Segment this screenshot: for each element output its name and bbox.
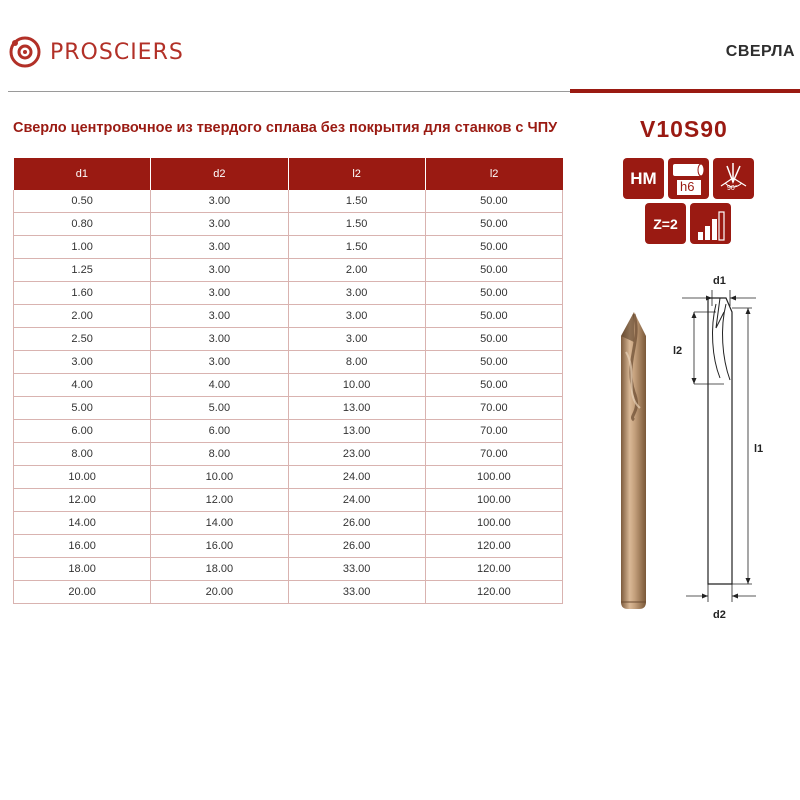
- shank-tolerance-badge: [668, 158, 709, 199]
- table-cell: 12.00: [14, 489, 151, 512]
- table-row: [14, 466, 563, 489]
- application-badge: [690, 203, 731, 244]
- table-cell: 50.00: [425, 282, 562, 305]
- dim-label-l1: l1: [754, 443, 764, 455]
- page-category: СВЕРЛА: [725, 43, 795, 60]
- table-cell: 6.00: [151, 420, 288, 443]
- table-cell: 70.00: [425, 397, 562, 420]
- table-cell: 5.00: [14, 397, 151, 420]
- table-cell: 3.00: [151, 213, 288, 236]
- table-cell: 26.00: [288, 535, 425, 558]
- drill-illustration: [612, 312, 656, 612]
- table-cell: 1.50: [288, 190, 425, 213]
- spec-table: [13, 158, 563, 604]
- table-cell: 50.00: [425, 213, 562, 236]
- table-row: [14, 213, 563, 236]
- table-row: [14, 351, 563, 374]
- table-cell: 1.60: [14, 282, 151, 305]
- table-cell: 23.00: [288, 443, 425, 466]
- table-cell: 100.00: [425, 512, 562, 535]
- table-cell: 4.00: [14, 374, 151, 397]
- table-cell: 50.00: [425, 190, 562, 213]
- dimension-diagram: [676, 268, 776, 608]
- dim-label-d1: d1: [713, 275, 726, 287]
- table-header-row: [14, 158, 563, 190]
- table-cell: 26.00: [288, 512, 425, 535]
- table-cell: 50.00: [425, 328, 562, 351]
- table-row: [14, 558, 563, 581]
- table-cell: 13.00: [288, 420, 425, 443]
- table-cell: 8.00: [288, 351, 425, 374]
- table-cell: 10.00: [14, 466, 151, 489]
- point-angle-icon: [713, 158, 754, 199]
- table-cell: 3.00: [151, 305, 288, 328]
- table-row: [14, 328, 563, 351]
- table-cell: 16.00: [14, 535, 151, 558]
- table-cell: 12.00: [151, 489, 288, 512]
- table-row: [14, 397, 563, 420]
- table-cell: 5.00: [151, 397, 288, 420]
- table-cell: 13.00: [288, 397, 425, 420]
- table-cell: 0.80: [14, 213, 151, 236]
- table-cell: 120.00: [425, 535, 562, 558]
- table-cell: 100.00: [425, 466, 562, 489]
- table-cell: 120.00: [425, 581, 562, 604]
- brand-name: PROSCIERS: [50, 39, 184, 65]
- table-cell: 20.00: [14, 581, 151, 604]
- table-cell: 3.00: [151, 351, 288, 374]
- table-cell: 24.00: [288, 489, 425, 512]
- table-row: [14, 581, 563, 604]
- table-cell: 8.00: [14, 443, 151, 466]
- table-cell: 120.00: [425, 558, 562, 581]
- table-cell: 14.00: [151, 512, 288, 535]
- material-label: HM: [630, 168, 657, 188]
- table-cell: 24.00: [288, 466, 425, 489]
- table-cell: 2.00: [14, 305, 151, 328]
- point-angle-badge: [713, 158, 754, 199]
- table-cell: 1.00: [14, 236, 151, 259]
- table-cell: 8.00: [151, 443, 288, 466]
- table-cell: 1.25: [14, 259, 151, 282]
- table-cell: 100.00: [425, 489, 562, 512]
- table-row: [14, 374, 563, 397]
- table-cell: 4.00: [151, 374, 288, 397]
- table-cell: 1.50: [288, 213, 425, 236]
- table-cell: 10.00: [151, 466, 288, 489]
- table-cell: 3.00: [288, 328, 425, 351]
- table-row: [14, 282, 563, 305]
- table-cell: 50.00: [425, 374, 562, 397]
- tolerance-label: h6: [680, 179, 695, 194]
- table-cell: 50.00: [425, 236, 562, 259]
- table-cell: 18.00: [151, 558, 288, 581]
- table-row: [14, 236, 563, 259]
- table-row: [14, 420, 563, 443]
- table-cell: 33.00: [288, 558, 425, 581]
- product-model: V10S90: [640, 116, 728, 142]
- table-cell: 3.00: [151, 236, 288, 259]
- brand-logo: [8, 35, 184, 69]
- product-description: Сверло центровочное из твердого сплава без покрытия для станков с ЧПУ: [13, 120, 558, 136]
- dim-label-l2: l2: [673, 345, 683, 357]
- table-cell: 70.00: [425, 443, 562, 466]
- table-cell: 16.00: [151, 535, 288, 558]
- brand-mark-icon: [8, 35, 42, 69]
- table-row: [14, 512, 563, 535]
- table-row: [14, 259, 563, 282]
- angle-label: 90°: [727, 185, 738, 192]
- material-badge: [623, 158, 664, 199]
- table-cell: 3.00: [151, 259, 288, 282]
- table-cell: 3.00: [288, 305, 425, 328]
- flutes-badge: [645, 203, 686, 244]
- dim-label-d2: d2: [713, 609, 726, 621]
- table-cell: 20.00: [151, 581, 288, 604]
- column-header: d1: [14, 158, 151, 190]
- table-cell: 50.00: [425, 305, 562, 328]
- table-cell: 3.00: [151, 282, 288, 305]
- table-cell: 10.00: [288, 374, 425, 397]
- table-cell: 70.00: [425, 420, 562, 443]
- table-cell: 50.00: [425, 351, 562, 374]
- table-body: [14, 190, 563, 604]
- column-header: l2: [425, 158, 562, 190]
- table-cell: 2.50: [14, 328, 151, 351]
- table-cell: 3.00: [151, 190, 288, 213]
- table-row: [14, 535, 563, 558]
- table-cell: 2.00: [288, 259, 425, 282]
- table-cell: 18.00: [14, 558, 151, 581]
- column-header: l2: [288, 158, 425, 190]
- table-cell: 3.00: [288, 282, 425, 305]
- header-accent-bar: [570, 89, 800, 93]
- column-header: d2: [151, 158, 288, 190]
- bar-chart-icon: [690, 203, 731, 244]
- flutes-label: Z=2: [653, 215, 678, 232]
- table-cell: 3.00: [14, 351, 151, 374]
- table-cell: 0.50: [14, 190, 151, 213]
- table-cell: 50.00: [425, 259, 562, 282]
- table-cell: 6.00: [14, 420, 151, 443]
- table-cell: 3.00: [151, 328, 288, 351]
- table-cell: 1.50: [288, 236, 425, 259]
- table-cell: 33.00: [288, 581, 425, 604]
- table-row: [14, 489, 563, 512]
- table-row: [14, 443, 563, 466]
- table-cell: 14.00: [14, 512, 151, 535]
- table-row: [14, 190, 563, 213]
- table-row: [14, 305, 563, 328]
